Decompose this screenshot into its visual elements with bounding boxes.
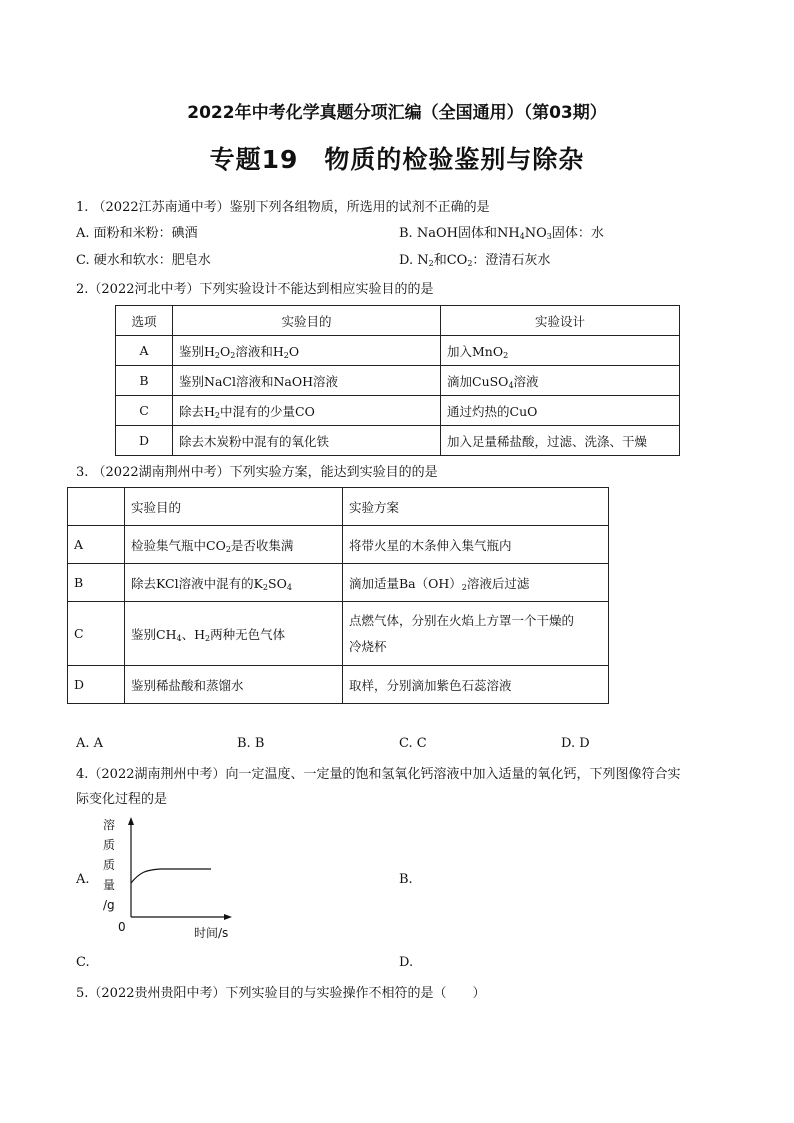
solute-mass-curve: [131, 869, 211, 883]
q3-table: [67, 487, 609, 704]
header-cell: [68, 488, 125, 526]
table-row: [68, 602, 609, 666]
option-cell: D: [68, 666, 125, 704]
y-axis-label-char: 质: [103, 838, 116, 852]
design-cell: 加入足量稀盐酸，过滤、洗涤、干燥: [441, 426, 680, 456]
goal-cell: 鉴别稀盐酸和蒸馏水: [125, 666, 343, 704]
option-cell: B: [68, 564, 125, 602]
y-axis-arrow: [128, 817, 134, 825]
goal-cell: 除去木炭粉中混有的氧化铁: [173, 426, 441, 456]
page-title: 2022年中考化学真题分项汇编（全国通用）（第03期）: [187, 103, 607, 123]
table-row: [68, 526, 609, 564]
chart-svg: [90, 814, 250, 944]
option-cell: C: [116, 396, 173, 426]
origin-label: 0: [118, 920, 126, 934]
table-header-row: [68, 488, 609, 526]
x-axis-arrow: [224, 914, 232, 920]
y-axis-label-char: 质: [103, 858, 116, 872]
q4-option-b: B.: [399, 872, 413, 887]
table-row: [68, 666, 609, 704]
design-cell: 滴加CuSO$_4$溶液: [441, 366, 680, 396]
q1-option-b: B. NaOH固体和$NH_4NO_3$固体：水: [399, 226, 604, 241]
y-axis-label-char: 量: [103, 878, 116, 892]
table-row: [68, 564, 609, 602]
goal-cell: 鉴别$CH_4$、$H_2$两种无色气体: [125, 602, 343, 666]
q1-option-a: A. 面粉和米粉：碘酒: [76, 226, 198, 241]
y-axis-label-char: 溶: [103, 818, 116, 832]
design-cell: 加入MnO$_2$: [441, 336, 680, 366]
plan-cell: 滴加适量$Ba(OH)_2$溶液后过滤: [343, 564, 609, 602]
table-row: [116, 366, 680, 396]
table-row: [116, 426, 680, 456]
table-row: [116, 336, 680, 366]
q1-stem: 1. （2022江苏南通中考）鉴别下列各组物质，所选用的试剂不正确的是: [76, 200, 490, 215]
option-cell: A: [68, 526, 125, 564]
page-subtitle: 专题19 物质的检验鉴别与除杂: [209, 145, 585, 174]
q4-chart-a: [90, 814, 250, 944]
header-cell: 实验目的: [125, 488, 343, 526]
header-cell: 实验目的: [173, 306, 441, 336]
header-cell: 实验方案: [343, 488, 609, 526]
x-axis-label: 时间/s: [194, 926, 229, 940]
q4-stem-line2: 际变化过程的是: [76, 792, 168, 807]
design-cell: 通过灼热的CuO: [441, 396, 680, 426]
q2-table: [115, 305, 680, 456]
q4-option-c: C.: [76, 955, 90, 970]
q3-choice-a: A. A: [76, 736, 104, 751]
q2-stem: 2.（2022河北中考）下列实验设计不能达到相应实验目的的是: [76, 282, 434, 297]
q3-choice-d: D. D: [561, 736, 590, 751]
header-cell: 选项: [116, 306, 173, 336]
q4-stem-line1: 4.（2022湖南荆州中考）向一定温度、一定量的饱和氢氧化钙溶液中加入适量的氧化钙，下列图像符合实: [76, 767, 681, 782]
goal-cell: 鉴别NaCl溶液和NaOH溶液: [173, 366, 441, 396]
goal-cell: 除去$H_2$中混有的少量CO: [173, 396, 441, 426]
plan-cell: 将带火星的木条伸入集气瓶内: [343, 526, 609, 564]
q1-option-d: D. $N_2$和$CO_2$：澄清石灰水: [399, 253, 551, 268]
goal-cell: 除去KCl溶液中混有的$K_2SO_4$: [125, 564, 343, 602]
q4-option-d: D.: [399, 955, 414, 970]
q3-stem: 3. （2022湖南荆州中考）下列实验方案，能达到实验目的的是: [76, 465, 438, 480]
q3-choice-c: C. C: [399, 736, 427, 751]
table-header-row: [116, 306, 680, 336]
plan-cell: 点燃气体，分别在火焰上方罩一个干燥的 冷烧杯: [343, 602, 609, 666]
goal-cell: 鉴别$H_2O_2$溶液和$H_2O$: [173, 336, 441, 366]
option-cell: D: [116, 426, 173, 456]
table-row: [116, 396, 680, 426]
header-cell: 实验设计: [441, 306, 680, 336]
q3-choice-b: B. B: [237, 736, 265, 751]
plan-cell: 取样，分别滴加紫色石蕊溶液: [343, 666, 609, 704]
option-cell: C: [68, 602, 125, 666]
option-cell: B: [116, 366, 173, 396]
q4-option-a: A.: [76, 872, 90, 887]
q1-option-c: C. 硬水和软水：肥皂水: [76, 253, 211, 268]
q5-stem: 5.（2022贵州贵阳中考）下列实验目的与实验操作不相符的是（ ）: [76, 986, 486, 1001]
y-axis-label-char: /g: [103, 898, 115, 912]
goal-cell: 检验集气瓶中$CO_2$是否收集满: [125, 526, 343, 564]
option-cell: A: [116, 336, 173, 366]
